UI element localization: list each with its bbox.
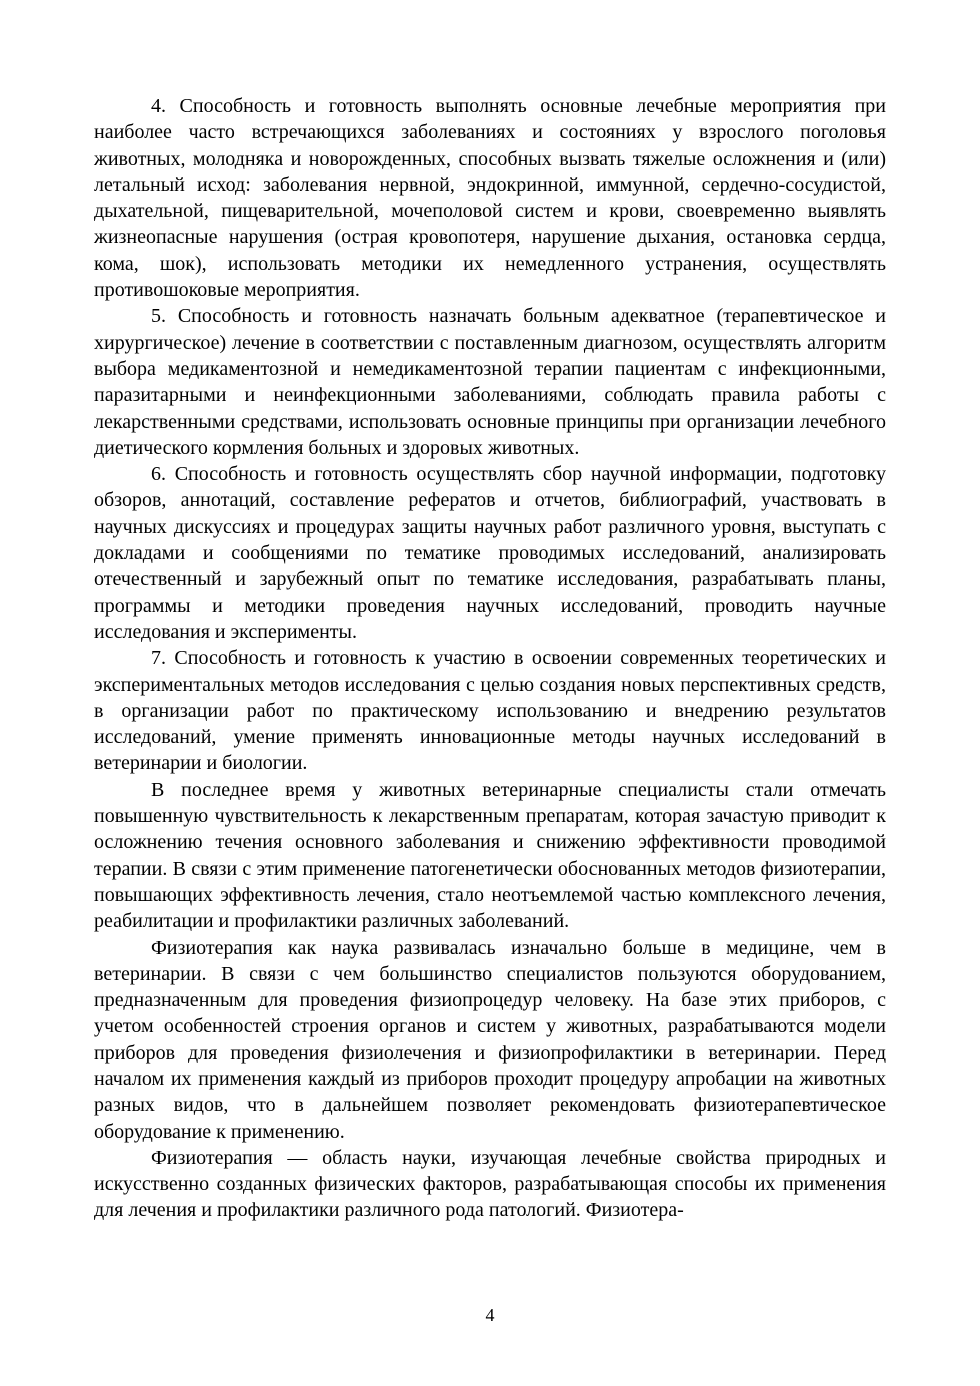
page-number: 4	[485, 1305, 495, 1325]
paragraph-drug-sensitivity: В последнее время у животных ветеринарные специалисты стали отмечать повышенную чувствительность к лекарственным препаратам, которая зачастую приводит к осложнению течения основного заболевания и снижению эффективности проводимой терапии. В связи с этим применение патогенетически обоснованных методов физиотерапии, повышающих эффективность лечения, стало неотъемлемой частью комплексного лечения, реабилитации и профилактики различных заболеваний.	[94, 778, 886, 933]
paragraph-physiotherapy-definition: Физиотерапия — область науки, изучающая лечебные свойства природных и искусственно созданных физических факторов, разрабатывающая способы их применения для лечения и профилактики различного рода патологий. Физиотера-	[94, 1146, 886, 1222]
page-body	[94, 93, 886, 1224]
paragraph-competence-6: 6. Способность и готовность осуществлять сбор научной информации, подготовку обзоров, аннотаций, составление рефератов и отчетов, библиографий, участвовать в научных дискуссиях и процедурах защиты научных работ различного уровня, выступать с докладами и сообщениями по тематике проводимых исследований, анализировать отечественный и зарубежный опыт по тематике исследования, разрабатывать планы, программы и методики проведения научных исследований, проводить научные исследования и эксперименты.	[94, 463, 886, 643]
paragraph-competence-7: 7. Способность и готовность к участию в освоении современных теоретических и экспериментальных методов исследования с целью создания новых перспективных средств, в организации работ по практическому использованию и внедрению результатов исследований, умение применять инновационные методы научных исследований в ветеринарии и биологии.	[94, 647, 886, 775]
paragraph-competence-5: 5. Способность и готовность назначать больным адекватное (терапевтическое и хирургическое) лечение в соответствии с поставленным диагнозом, осуществлять алгоритм выбора медикаментозной и немедикаментозной терапии пациентам с инфекционными, паразитарными и неинфекционными заболеваниями, соблюдать правила работы с лекарственными средствами, использовать основные принципы при организации лечебного диетического кормления больных и здоровых животных.	[94, 305, 886, 459]
paragraph-physiotherapy-history: Физиотерапия как наука развивалась изначально больше в медицине, чем в ветеринарии. В связи с чем большинство специалистов пользуются оборудованием, предназначенным для проведения физиопроцедур человеку. На базе этих приборов, с учетом особенностей строения органов и систем у животных, разрабатываются модели приборов для проведения физиолечения и физиопрофилактики в ветеринарии. Перед началом их применения каждый из приборов проходит процедуру апробации на животных разных видов, что в дальнейшем позволяет рекомендовать физиотерапевтическое оборудование к применению.	[94, 936, 886, 1143]
paragraph-competence-4: 4. Способность и готовность выполнять основные лечебные мероприятия при наиболее часто встречающихся заболеваниях и состояниях у взрослого поголовья животных, молодняка и новорожденных, способных вызвать тяжелые осложнения и (или) летальный исход: заболевания нервной, эндокринной, иммунной, сердечно-сосудистой, дыхательной, пищеварительной, мочеполовой систем и крови, своевременно выявлять жизнеопасные нарушения (острая кровопотеря, нарушение дыхания, остановка сердца, кома, шок), использовать методики их немедленного устранения, осуществлять противошоковые мероприятия.	[94, 95, 886, 302]
